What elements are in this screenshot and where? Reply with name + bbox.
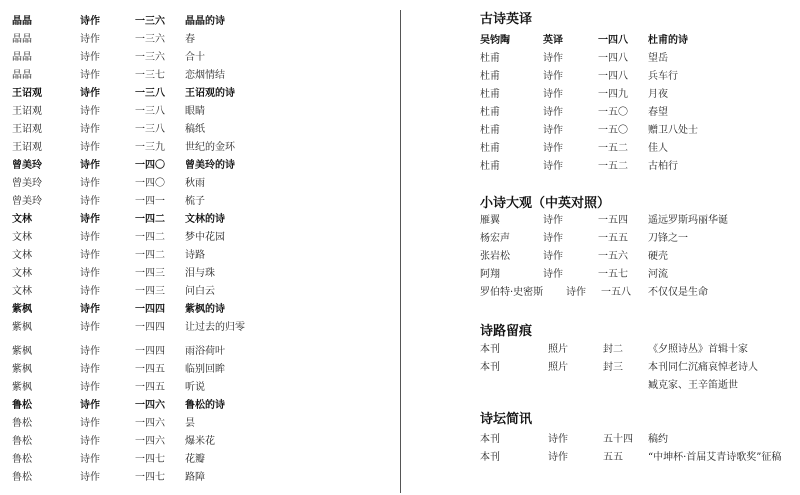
entry-title: 稿约 xyxy=(648,434,668,445)
entry-title: 本刊同仁沉痛哀悼老诗人 xyxy=(648,362,758,373)
entry-title: 路障 xyxy=(185,472,205,483)
entry-genre: 诗作 xyxy=(80,304,100,315)
entry-page: 一三六 xyxy=(135,16,165,27)
entry-author: 张岩松 xyxy=(480,251,510,262)
entry-page: 一三六 xyxy=(135,34,165,45)
entry-author: 晶晶 xyxy=(12,16,32,27)
entry-author: 紫枫 xyxy=(12,382,32,393)
entry-genre: 诗作 xyxy=(543,233,563,244)
entry-title: 梳子 xyxy=(185,196,205,207)
entry-author: 曾美玲 xyxy=(12,160,42,171)
entry-page: 五五 xyxy=(603,452,623,463)
entry-page: 一五五 xyxy=(598,233,628,244)
entry-author: 王诏观 xyxy=(12,142,42,153)
section-title: 小诗大观（中英对照） xyxy=(480,196,611,211)
entry-genre: 诗作 xyxy=(80,322,100,333)
entry-author: 曾美玲 xyxy=(12,178,42,189)
entry-page: 一四九 xyxy=(598,89,628,100)
entry-title: 恋烟情结 xyxy=(185,70,225,81)
entry-genre: 诗作 xyxy=(80,268,100,279)
entry-page: 一四二 xyxy=(135,232,165,243)
entry-genre: 诗作 xyxy=(80,472,100,483)
entry-page: 一四六 xyxy=(135,418,165,429)
entry-genre: 诗作 xyxy=(80,250,100,261)
entry-title: 临别回眸 xyxy=(185,364,225,375)
entry-page: 一四七 xyxy=(135,454,165,465)
entry-page: 一四六 xyxy=(135,436,165,447)
entry-genre: 诗作 xyxy=(80,346,100,357)
entry-author: 鲁松 xyxy=(12,472,32,483)
entry-page: 一四七 xyxy=(135,472,165,483)
entry-author: 紫枫 xyxy=(12,364,32,375)
entry-page: 一四三 xyxy=(135,286,165,297)
entry-title: 让过去的归零 xyxy=(185,322,245,333)
entry-genre: 诗作 xyxy=(543,53,563,64)
entry-genre: 诗作 xyxy=(80,436,100,447)
entry-genre: 诗作 xyxy=(80,16,100,27)
entry-genre: 诗作 xyxy=(80,106,100,117)
entry-author: 曾美玲 xyxy=(12,196,42,207)
entry-genre: 诗作 xyxy=(80,88,100,99)
entry-title: 爆米花 xyxy=(185,436,215,447)
entry-author: 杜甫 xyxy=(480,53,500,64)
entry-title: 秋雨 xyxy=(185,178,205,189)
entry-genre: 诗作 xyxy=(543,161,563,172)
entry-author: 紫枫 xyxy=(12,346,32,357)
entry-author: 鲁松 xyxy=(12,400,32,411)
entry-genre: 诗作 xyxy=(80,178,100,189)
entry-author: 杜甫 xyxy=(480,89,500,100)
entry-author: 紫枫 xyxy=(12,322,32,333)
entry-title: 晶晶的诗 xyxy=(185,16,225,27)
entry-author: 阿翔 xyxy=(480,269,500,280)
entry-page: 一三八 xyxy=(135,124,165,135)
entry-title: 臧克家、王辛笛逝世 xyxy=(648,380,738,391)
entry-page: 一四八 xyxy=(598,35,628,46)
section-title: 诗坛简讯 xyxy=(480,412,533,427)
entry-title: 昙 xyxy=(185,418,195,429)
entry-page: 一四五 xyxy=(135,382,165,393)
entry-author: 晶晶 xyxy=(12,34,32,45)
entry-author: 杜甫 xyxy=(480,161,500,172)
entry-page: 一五〇 xyxy=(598,125,628,136)
entry-author: 文林 xyxy=(12,250,32,261)
entry-title: 文林的诗 xyxy=(185,214,225,225)
entry-genre: 诗作 xyxy=(543,71,563,82)
entry-genre: 诗作 xyxy=(80,364,100,375)
entry-genre: 诗作 xyxy=(80,52,100,63)
entry-author: 本刊 xyxy=(480,452,500,463)
entry-title: 鲁松的诗 xyxy=(185,400,225,411)
entry-genre: 诗作 xyxy=(80,454,100,465)
entry-genre: 诗作 xyxy=(80,382,100,393)
entry-title: 泪与珠 xyxy=(185,268,215,279)
entry-page: 一三八 xyxy=(135,106,165,117)
entry-title: 兵车行 xyxy=(648,71,678,82)
entry-page: 一四一 xyxy=(135,196,165,207)
entry-genre: 诗作 xyxy=(80,196,100,207)
entry-author: 杜甫 xyxy=(480,143,500,154)
entry-author: 雁翼 xyxy=(480,215,500,226)
entry-title: 古柏行 xyxy=(648,161,678,172)
entry-genre: 诗作 xyxy=(80,160,100,171)
entry-page: 一三八 xyxy=(135,88,165,99)
entry-title: 不仅仅是生命 xyxy=(648,287,708,298)
entry-genre: 诗作 xyxy=(80,286,100,297)
entry-page: 一五七 xyxy=(598,269,628,280)
entry-genre: 诗作 xyxy=(543,143,563,154)
entry-title: 硬壳 xyxy=(648,251,668,262)
entry-page: 一四四 xyxy=(135,304,165,315)
entry-title: 王诏观的诗 xyxy=(185,88,235,99)
entry-author: 本刊 xyxy=(480,434,500,445)
entry-genre: 诗作 xyxy=(80,418,100,429)
entry-title: 河流 xyxy=(648,269,668,280)
entry-title: 遥远罗斯玛丽华诞 xyxy=(648,215,728,226)
entry-page: 一五〇 xyxy=(598,107,628,118)
entry-author: 吴钧陶 xyxy=(480,35,510,46)
entry-title: 问白云 xyxy=(185,286,215,297)
entry-page: 一四四 xyxy=(135,346,165,357)
entry-genre: 诗作 xyxy=(80,70,100,81)
entry-author: 鲁松 xyxy=(12,454,32,465)
entry-title: 诗路 xyxy=(185,250,205,261)
entry-title: 稿纸 xyxy=(185,124,205,135)
entry-title: 眼睛 xyxy=(185,106,205,117)
section-title: 古诗英译 xyxy=(480,12,533,27)
entry-genre: 诗作 xyxy=(543,125,563,136)
entry-title: 听说 xyxy=(185,382,205,393)
entry-page: 一四三 xyxy=(135,268,165,279)
entry-page: 一五二 xyxy=(598,161,628,172)
entry-title: 刀锋之一 xyxy=(648,233,688,244)
entry-genre: 诗作 xyxy=(548,452,568,463)
entry-page: 一五六 xyxy=(598,251,628,262)
entry-title: 赠卫八处士 xyxy=(648,125,698,136)
entry-page: 一三七 xyxy=(135,70,165,81)
entry-page: 一三九 xyxy=(135,142,165,153)
entry-author: 晶晶 xyxy=(12,70,32,81)
entry-page: 五十四 xyxy=(603,434,633,445)
entry-author: 本刊 xyxy=(480,344,500,355)
entry-author: 王诏观 xyxy=(12,124,42,135)
entry-author: 杨宏声 xyxy=(480,233,510,244)
entry-title: 合十 xyxy=(185,52,205,63)
entry-page: 一五八 xyxy=(601,287,631,298)
entry-page: 一四五 xyxy=(135,364,165,375)
entry-page: 一五四 xyxy=(598,215,628,226)
entry-genre: 诗作 xyxy=(80,400,100,411)
entry-title: 望岳 xyxy=(648,53,668,64)
entry-title: 世纪的金环 xyxy=(185,142,235,153)
entry-title: 曾美玲的诗 xyxy=(185,160,235,171)
entry-genre: 诗作 xyxy=(543,269,563,280)
entry-author: 文林 xyxy=(12,286,32,297)
entry-author: 杜甫 xyxy=(480,125,500,136)
entry-genre: 照片 xyxy=(548,362,568,373)
entry-genre: 诗作 xyxy=(80,232,100,243)
entry-author: 文林 xyxy=(12,232,32,243)
entry-page: 一四〇 xyxy=(135,160,165,171)
entry-genre: 诗作 xyxy=(543,215,563,226)
entry-title: 雨浴荷叶 xyxy=(185,346,225,357)
column-divider xyxy=(400,10,401,493)
entry-page: 一四八 xyxy=(598,53,628,64)
section-title: 诗路留痕 xyxy=(480,324,533,339)
entry-genre: 诗作 xyxy=(80,124,100,135)
entry-author: 王诏观 xyxy=(12,88,42,99)
entry-page: 封二 xyxy=(603,344,623,355)
entry-title: 春望 xyxy=(648,107,668,118)
entry-genre: 照片 xyxy=(548,344,568,355)
entry-author: 王诏观 xyxy=(12,106,42,117)
entry-author: 鲁松 xyxy=(12,418,32,429)
entry-title: 杜甫的诗 xyxy=(648,35,688,46)
entry-author: 鲁松 xyxy=(12,436,32,447)
entry-author: 文林 xyxy=(12,214,32,225)
entry-author: 本刊 xyxy=(480,362,500,373)
entry-title: 月夜 xyxy=(648,89,668,100)
entry-genre: 诗作 xyxy=(80,142,100,153)
entry-page: 一四二 xyxy=(135,214,165,225)
entry-page: 一五二 xyxy=(598,143,628,154)
entry-author: 晶晶 xyxy=(12,52,32,63)
entry-page: 一四八 xyxy=(598,71,628,82)
entry-page: 一四四 xyxy=(135,322,165,333)
entry-genre: 诗作 xyxy=(566,287,586,298)
entry-title: 佳人 xyxy=(648,143,668,154)
entry-title: 紫枫的诗 xyxy=(185,304,225,315)
entry-title: 梦中花园 xyxy=(185,232,225,243)
entry-page: 封三 xyxy=(603,362,623,373)
entry-page: 一三六 xyxy=(135,52,165,63)
entry-page: 一四二 xyxy=(135,250,165,261)
entry-page: 一四〇 xyxy=(135,178,165,189)
entry-genre: 英译 xyxy=(543,35,563,46)
entry-author: 紫枫 xyxy=(12,304,32,315)
entry-genre: 诗作 xyxy=(543,107,563,118)
entry-genre: 诗作 xyxy=(543,251,563,262)
entry-genre: 诗作 xyxy=(548,434,568,445)
entry-author: 杜甫 xyxy=(480,71,500,82)
entry-page: 一四六 xyxy=(135,400,165,411)
entry-title: “中坤杯·首届艾青诗歌奖”征稿 xyxy=(648,452,782,463)
entry-genre: 诗作 xyxy=(80,34,100,45)
entry-title: 花瓣 xyxy=(185,454,205,465)
entry-title: 春 xyxy=(185,34,195,45)
entry-genre: 诗作 xyxy=(543,89,563,100)
entry-author: 杜甫 xyxy=(480,107,500,118)
entry-title: 《夕照诗丛》首辑十家 xyxy=(648,344,748,355)
entry-genre: 诗作 xyxy=(80,214,100,225)
entry-author: 罗伯特·史密斯 xyxy=(480,287,544,298)
entry-author: 文林 xyxy=(12,268,32,279)
